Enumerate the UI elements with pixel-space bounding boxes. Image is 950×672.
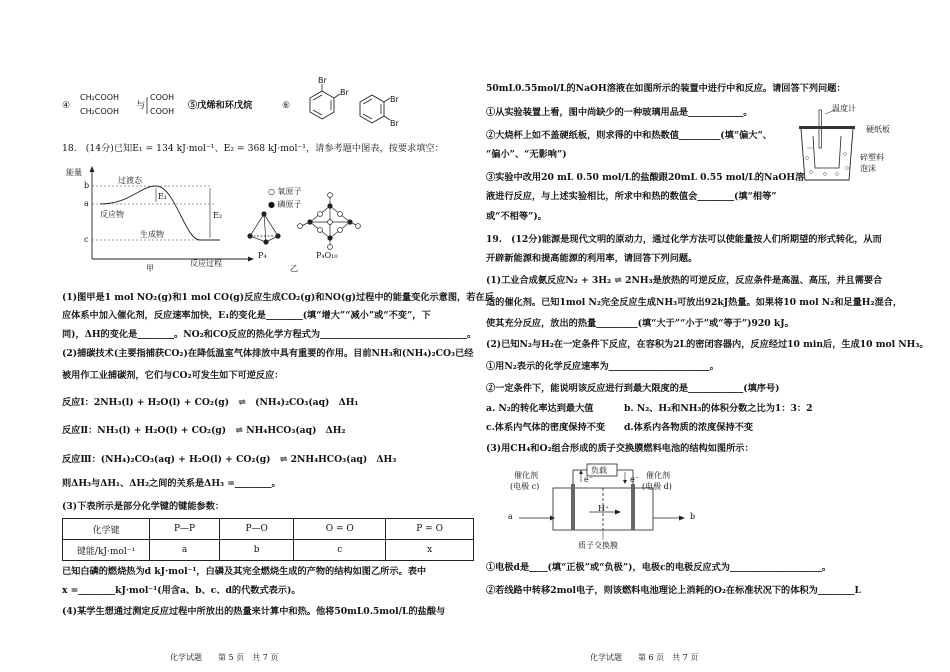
- table-row: [63, 540, 474, 561]
- apparatus-foam-label-1: 碎塑料: [860, 153, 884, 162]
- q19-line-10: ①电极d是____(填“正极”或“负极”)，电极c的电极反应式为____________________。: [486, 562, 832, 573]
- right-line-3: ②大烧杯上如不盖硬纸板，则求得的中和热数值_________(填“偏大”、: [486, 130, 772, 141]
- fuel-cell-proton-label: H⁺: [598, 504, 610, 513]
- table-cell: c: [294, 540, 386, 561]
- table-cell: 化学键: [63, 519, 150, 540]
- q19-line-6: (2)已知N₂与H₂在一定条件下反应，在容积为2L的密闭容器内，反应经过10 min后，生成10 mol NH₃。: [486, 339, 929, 350]
- jia-reactant-label: 反应物: [100, 210, 124, 219]
- right-line-2: ①从实验装置上看，图中尚缺少的一种玻璃用品是____________。: [486, 107, 753, 118]
- option-4-number: ④: [62, 100, 71, 111]
- table-row: [63, 519, 474, 540]
- q18-part3-line3: x =________kJ·mol⁻¹(用含a、b、c、d的代数式表示)。: [62, 585, 301, 596]
- q19-line-9: (3)用CH₄和O₂组合形成的质子交换膜燃料电池的结构如图所示：: [486, 443, 754, 454]
- br-label-1a: Br: [318, 76, 327, 85]
- table-cell: P—O: [220, 519, 294, 540]
- fuel-cell-catalyst-c-2: (电极 c): [510, 482, 540, 491]
- table-cell: b: [220, 540, 294, 561]
- q18-part1-line2: 应体系中加入催化剂，反应速率加快，E₁的变化是________(填“增大”“减小”或“不变”，下: [62, 310, 431, 321]
- yi-legend-oxygen: ○ 氧原子: [268, 187, 302, 196]
- yi-legend-phosphorus: ● 磷原子: [268, 200, 302, 209]
- q18-part1-line3: 同)，ΔH的变化是________。NO₂和CO反应的热化学方程式为________________________________。: [62, 329, 477, 340]
- jia-tick-c: c: [84, 235, 89, 244]
- jia-product-label: 生成物: [140, 230, 164, 239]
- yi-label-p4o10: P₄O₁₀: [316, 251, 338, 260]
- q19-option-b: b. N₂、H₂和NH₃的体积分数之比为1：3：2: [624, 403, 813, 414]
- fuel-cell-load-label: 负载: [591, 466, 607, 475]
- reaction-1: 反应Ⅰ：2NH₃(l) + H₂O(l) + CO₂(g) ⇌ (NH₄)₂CO₃(aq) ΔH₁: [62, 397, 359, 408]
- p4-molecule-structure: [244, 210, 284, 246]
- q18-part2-line1: (2)捕碳技术(主要指捕获CO₂)在降低温室气体排放中具有重要的作用。目前NH₃和(NH₄)₂CO₃已经: [62, 348, 474, 359]
- q19-line-1: 19. (12分)能源是现代文明的原动力，通过化学方法可以使能量按人们所期望的形式转化，从而: [486, 234, 882, 245]
- yi-caption: 乙: [290, 264, 298, 273]
- p4o10-molecule-structure: [296, 192, 362, 250]
- jia-tick-b: b: [84, 181, 90, 190]
- apparatus-thermometer-label: 温度计: [832, 104, 856, 113]
- q18-part3-line2: 已知白磷的燃烧热为d kJ·mol⁻¹，白磷及其完全燃烧生成的产物的结构如图乙所示。表中: [62, 566, 427, 577]
- q19-option-c: c.体系内气体的密度保持不变: [486, 422, 606, 433]
- right-page-footer: 化学试题 第 6 页 共 7 页: [590, 653, 699, 662]
- br-label-1b: Br: [340, 88, 349, 97]
- q19-line-8: ②一定条件下，能说明该反应进行到最大限度的是____________(填序号): [486, 383, 780, 394]
- fuel-cell-electron-left: e⁻: [584, 475, 593, 484]
- fuel-cell-input-a: a: [508, 512, 513, 521]
- right-line-1: 50mL0.55mol/L的NaOH溶液在如图所示的装置中进行中和反应。请回答下列问题：: [486, 83, 846, 94]
- q19-line-2: 开辟新能源和提高能源的利用率，请回答下列问题。: [486, 253, 698, 264]
- q19-line-3: (1)工业合成氨反应N₂ + 3H₂ ⇌ 2NH₃是放热的可逆反应，反应条件是高温、高压，并且需要合: [486, 275, 883, 286]
- option-4-left-top: CH₂COOH: [80, 93, 120, 102]
- jia-caption: 甲: [146, 264, 154, 273]
- table-cell: a: [150, 540, 220, 561]
- reaction-2: 反应Ⅱ：NH₃(l) + H₂O(l) + CO₂(g) ⇌ NH₄HCO₃(aq) ΔH₂: [62, 425, 346, 436]
- table-cell: P—P: [150, 519, 220, 540]
- jia-e2-label: E₂: [213, 211, 223, 220]
- table-cell: P = O: [386, 519, 474, 540]
- q19-line-7: ①用N₂表示的化学反应速率为______________________。: [486, 361, 719, 372]
- left-page-footer: 化学试题 第 5 页 共 7 页: [170, 653, 279, 662]
- fuel-cell-membrane-label: 质子交换膜: [578, 541, 618, 550]
- q18-part1-line1: (1)图甲是1 mol NO₂(g)和1 mol CO(g)反应生成CO₂(g)和NO(g)过程中的能量变化示意图，若在反: [62, 292, 494, 303]
- table-cell: x: [386, 540, 474, 561]
- right-line-5: ③实验中改用20 mL 0.50 mol/L的盐酸跟20mL 0.55 mol/L的NaOH溶: [486, 172, 805, 183]
- q18-part2-line2: 被用作工业捕碳剂，它们与CO₂可发生如下可逆反应：: [62, 370, 284, 381]
- q19-line-11: ②若线路中转移2mol电子，则该燃料电池理论上消耗的O₂在标准状况下的体积为________L: [486, 585, 861, 596]
- right-line-6: 液进行反应，与上述实验相比，所求中和热的数值会________(填“相等”: [486, 191, 777, 202]
- fuel-cell-catalyst-d-1: 催化剂: [646, 471, 670, 480]
- q19-option-a: a. N₂的转化率达到最大值: [486, 403, 594, 414]
- apparatus-foam-label-2: 泡沫: [860, 164, 876, 173]
- right-line-4: “偏小”、“无影响”): [486, 149, 567, 160]
- q18-header: 18. (14分)已知E₁ = 134 kJ·mol⁻¹、E₂ = 368 kJ·mol⁻¹，请参考题中图表，按要求填空：: [62, 143, 444, 154]
- q19-option-d: d.体系内各物质的浓度保持不变: [624, 422, 754, 433]
- option-4-and: 与: [136, 100, 146, 111]
- fuel-cell-electron-right: e⁻: [630, 475, 639, 484]
- q18-part3-line1: (3)下表所示是部分化学键的键能参数：: [62, 501, 225, 512]
- jia-transition-label: 过渡态: [118, 176, 142, 185]
- jia-x-axis-label: 反应过程: [190, 259, 222, 268]
- option-4-bond-line: [141, 94, 149, 118]
- br-label-2b: Br: [390, 119, 399, 128]
- calorimeter-apparatus: [795, 108, 865, 186]
- q19-line-4: 适的催化剂。已知1mol N₂完全反应生成NH₃可放出92kJ热量。如果将10 mol N₂和足量H₂混合，: [486, 297, 903, 308]
- bond-energy-table: [62, 518, 474, 561]
- option-4-right-bottom: COOH: [150, 107, 175, 116]
- fuel-cell-catalyst-d-2: (电极 d): [642, 482, 672, 491]
- q18-part4-line1: (4)某学生想通过测定反应过程中所放出的热量来计算中和热。他将50mL0.5mol/L的盐酸与: [62, 606, 446, 617]
- fuel-cell-output-b: b: [690, 512, 696, 521]
- jia-tick-a: a: [84, 199, 89, 208]
- right-line-7: 或“不相等”)。: [486, 211, 547, 222]
- option-6-number: ⑥: [282, 100, 291, 111]
- yi-label-p4: P₄: [258, 251, 267, 260]
- jia-e1-label: E₁: [158, 192, 168, 201]
- table-cell: 键能/kJ·mol⁻¹: [63, 540, 150, 561]
- apparatus-board-label: 硬纸板: [866, 125, 890, 134]
- reaction-3: 反应Ⅲ：(NH₄)₂CO₃(aq) + H₂O(l) + CO₂(g) ⇌ 2NH₄HCO₃(aq) ΔH₃: [62, 454, 397, 465]
- fuel-cell-catalyst-c-1: 催化剂: [514, 471, 538, 480]
- table-cell: O = O: [294, 519, 386, 540]
- energy-diagram-jia: [60, 164, 260, 274]
- br-label-2a: Br: [390, 95, 399, 104]
- option-4-left-bottom: CH₂COOH: [80, 107, 120, 116]
- reaction-relation: 则ΔH₃与ΔH₁、ΔH₂之间的关系是ΔH₃ =________。: [62, 478, 281, 489]
- option-5: ⑤戊烯和环戊烷: [188, 100, 253, 111]
- jia-y-axis-label: 能量: [66, 168, 82, 177]
- option-4-right-top: COOH: [150, 93, 175, 102]
- q19-line-5: 使其充分反应，放出的热量_________(填“大于”“小于”或“等于”)920 kJ。: [486, 318, 794, 329]
